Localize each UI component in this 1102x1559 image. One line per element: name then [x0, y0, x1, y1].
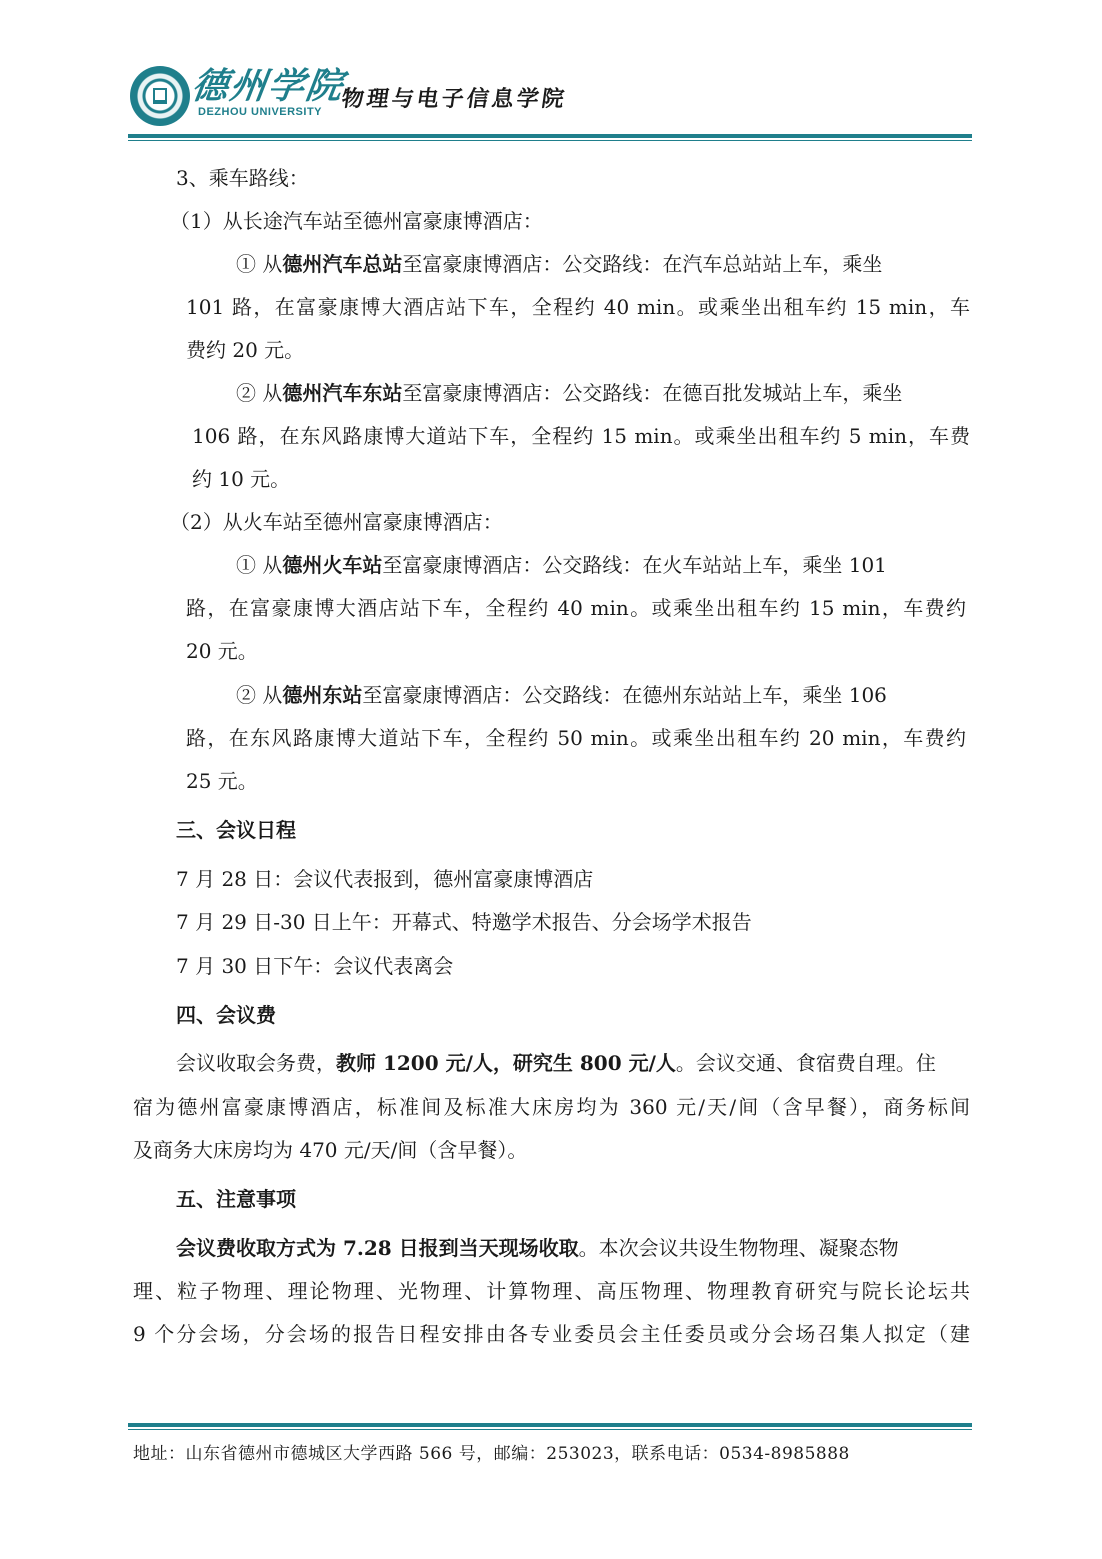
- section-heading-notes: 五、注意事项: [176, 1187, 296, 1211]
- schedule-item: 7 月 29 日-30 日上午：开幕式、特邀学术报告、分会场学术报告: [176, 910, 752, 934]
- route-group-train-station: （2）从火车站至德州富豪康博酒店：: [170, 510, 503, 534]
- section-heading-schedule: 三、会议日程: [176, 818, 296, 842]
- footer-rule: [128, 1423, 972, 1427]
- notes-line-2: 理、粒子物理、理论物理、光物理、计算物理、高压物理、物理教育研究与院长论坛共: [133, 1279, 970, 1303]
- university-logo-text: 德州学院: [189, 65, 347, 107]
- department-name: 物理与电子信息学院: [339, 86, 569, 112]
- university-seal-icon: [130, 66, 190, 126]
- notes-line-1: 会议费收取方式为 7.28 日报到当天现场收取。本次会议共设生物物理、凝聚态物: [176, 1236, 899, 1260]
- routes-heading: 3、乘车路线：: [176, 166, 309, 190]
- letterhead: [128, 62, 972, 140]
- schedule-item: 7 月 30 日下午：会议代表离会: [176, 954, 454, 978]
- route-item-1-line-3: 费约 20 元。: [186, 338, 305, 362]
- section-heading-fees: 四、会议费: [176, 1003, 276, 1027]
- route-item-2-line-3: 约 10 元。: [192, 467, 291, 491]
- route-item-2-line-1: ② 从德州汽车东站至富豪康博酒店：公交路线：在德百批发城站上车，乘坐: [236, 381, 903, 405]
- route-item-4-line-3: 25 元。: [186, 769, 258, 793]
- route-item-3-line-2: 路，在富豪康博大酒店站下车，全程约 40 min。或乘坐出租车约 15 min，车费约: [186, 596, 966, 620]
- schedule-item: 7 月 28 日：会议代表报到，德州富豪康博酒店: [176, 867, 594, 891]
- route-item-4-line-2: 路，在东风路康博大道站下车，全程约 50 min。或乘坐出租车约 20 min，车费约: [186, 726, 966, 750]
- route-item-4-line-1: ② 从德州东站至富豪康博酒店：公交路线：在德州东站站上车，乘坐 106: [236, 683, 887, 707]
- fees-line-3: 及商务大床房均为 470 元/天/间（含早餐）。: [133, 1138, 528, 1162]
- header-rule: [128, 134, 972, 138]
- route-group-bus-station: （1）从长途汽车站至德州富豪康博酒店：: [170, 209, 543, 233]
- footer-address: 地址：山东省德州市德城区大学西路 566 号，邮编：253023，联系电话：0534-8985888: [133, 1444, 850, 1464]
- university-logo-subtitle: DEZHOU UNIVERSITY: [198, 106, 323, 118]
- fees-line-1: 会议收取会务费，教师 1200 元/人，研究生 800 元/人。会议交通、食宿费自理。住: [176, 1051, 936, 1075]
- route-item-3-line-3: 20 元。: [186, 639, 258, 663]
- header-rule-thin: [128, 140, 972, 141]
- notes-line-3: 9 个分会场，分会场的报告日程安排由各专业委员会主任委员或分会场召集人拟定（建: [133, 1322, 970, 1346]
- route-item-1-line-2: 101 路，在富豪康博大酒店站下车，全程约 40 min。或乘坐出租车约 15 min，车: [186, 295, 970, 319]
- fees-line-2: 宿为德州富豪康博酒店，标准间及标准大床房均为 360 元/天/间（含早餐），商务标间: [133, 1095, 970, 1119]
- route-item-2-line-2: 106 路，在东风路康博大道站下车，全程约 15 min。或乘坐出租车约 5 min，车费: [192, 424, 970, 448]
- route-item-3-line-1: ① 从德州火车站至富豪康博酒店：公交路线：在火车站站上车，乘坐 101: [236, 553, 887, 577]
- route-item-1-line-1: ① 从德州汽车总站至富豪康博酒店：公交路线：在汽车总站站上车，乘坐: [236, 252, 883, 276]
- footer-rule-thin: [128, 1429, 972, 1430]
